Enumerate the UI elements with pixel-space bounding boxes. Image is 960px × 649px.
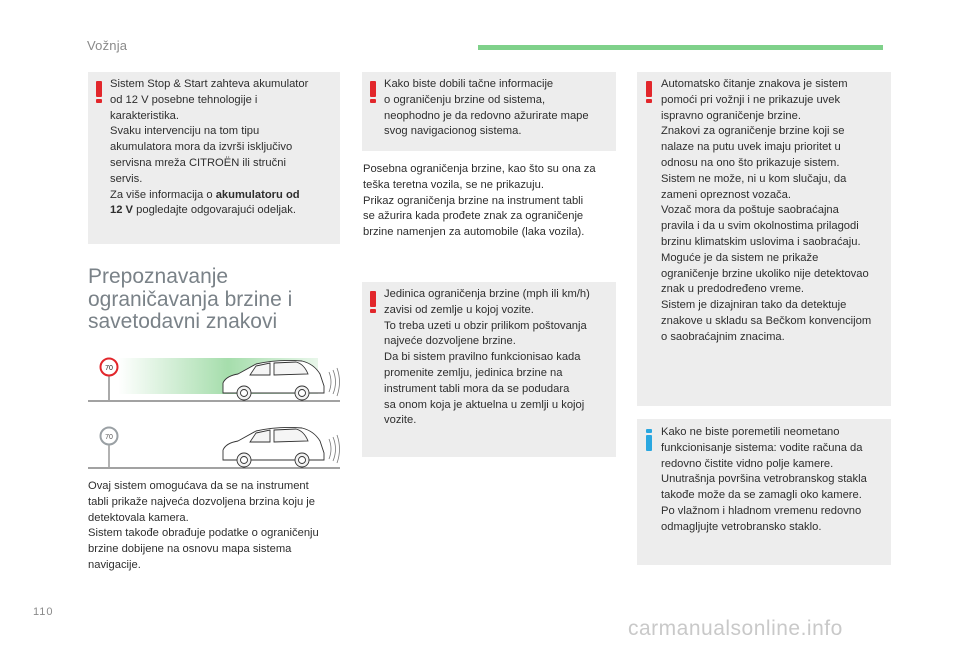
box-line: znakove u skladu sa Bečkom konvencijom: [661, 314, 872, 327]
warning-box-automatic-reading: [637, 72, 891, 406]
box-line: Znakovi za ograničenje brzine koji se: [661, 125, 845, 138]
warning-icon: [370, 291, 376, 313]
text-line: navigacije.: [88, 558, 141, 571]
text-line: Prikaz ograničenja brzine na instrument tabli: [363, 194, 584, 207]
section-title: Vožnja: [87, 38, 128, 53]
box-line: Unutrašnja površina vetrobranskog stakla: [661, 473, 867, 486]
section-heading-line: ograničavanja brzine i: [88, 287, 293, 311]
box-line: ograničenje brzine ukoliko nije detektovao: [661, 267, 869, 280]
section-heading-line: savetodavni znakovi: [88, 310, 278, 333]
box-line: promenite zemlju, jedinica brzine na: [384, 366, 563, 379]
warning-box-navigation: [362, 72, 616, 151]
illustration-speed-sign-active: [88, 350, 340, 402]
header-accent-bar: [478, 45, 883, 50]
box-line: neophodno je da redovno ažurirate mape: [384, 109, 589, 122]
warning-box-units: [362, 282, 616, 457]
box-line: redovno čistite vidno polje kamere.: [661, 457, 834, 470]
box-line: o ograničenju brzine od sistema,: [384, 93, 546, 106]
box-line: Jedinica ograničenja brzine (mph ili km/h): [384, 288, 590, 300]
box-line: znak u predodređeno vreme.: [661, 283, 805, 296]
box-line: sa onom koja je aktuelna u zemlji u kojoj: [384, 398, 585, 411]
box-line: o saobraćajnim znacima.: [661, 330, 785, 343]
box-line: karakteristika.: [110, 109, 180, 122]
box-line: servisna mreža CITROËN ili stručni: [110, 156, 286, 169]
box-line: Svaku intervenciju na tom tipu: [110, 125, 260, 138]
box-line: takođe može da se zamagli oko kamere.: [661, 489, 862, 502]
box-line: pomoći pri vožnji i ne prikazuje uvek: [661, 93, 841, 106]
system-description: [88, 479, 348, 574]
box-line: Kako ne biste poremetili neometano: [661, 426, 840, 438]
info-box-camera: [637, 419, 891, 565]
speed-sign-value: 70: [105, 434, 113, 441]
section-heading-line: Prepoznavanje: [88, 265, 229, 288]
box-line: odnosu na ono što prikazuje sistem.: [661, 156, 840, 169]
box-line: Kako biste dobili tačne informacije: [384, 78, 554, 90]
text-line: detektovala kamera.: [88, 511, 189, 524]
info-icon: [646, 429, 652, 451]
more-info-prefix: Za više informacija o: [110, 188, 216, 201]
box-line: pravila i da u svim okolnostima prilagodi: [661, 220, 859, 233]
box-line-more-info: [110, 203, 336, 219]
text-line: tabli prikaže najveća dozvoljena brzina koju je: [88, 495, 315, 508]
watermark: carmanualsonline.info: [628, 617, 843, 640]
box-line: To treba uzeti u obzir prilikom poštovanja: [384, 319, 587, 332]
more-info-suffix: pogledajte odgovarajući odeljak.: [133, 204, 296, 217]
box-line: instrument tabli mora da se podudara: [384, 382, 570, 395]
box-line: brzinu klimatskim uslovima i saobraćaju.: [661, 235, 861, 248]
box-line: Vozač mora da poštuje saobraćajna: [661, 204, 839, 217]
text-line: Sistem takođe obrađuje podatke o ograničenju: [88, 527, 319, 540]
battery-voltage-bold: 12 V: [110, 204, 134, 217]
text-line: Posebna ograničenja brzine, kao što su ona za: [363, 163, 596, 175]
box-line: ispravno ograničenje brzine.: [661, 109, 801, 122]
box-line: odmagljujte vetrobransko staklo.: [661, 520, 822, 533]
box-line: servis.: [110, 172, 143, 185]
warning-icon: [96, 81, 102, 103]
box-line: vozite.: [384, 414, 417, 427]
text-line: Ovaj sistem omogućava da se na instrument: [88, 480, 309, 492]
box-line: Automatsko čitanje znakova je sistem: [661, 78, 848, 90]
illustration-speed-sign-passed: [88, 417, 340, 469]
box-line: Po vlažnom i hladnom vremenu redovno: [661, 504, 862, 517]
box-line: Sistem je dizajniran tako da detektuje: [661, 299, 847, 312]
box-line: Sistem Stop & Start zahteva akumulator: [110, 78, 309, 90]
text-line: brzine namenjen za automobile (laka vozila).: [363, 226, 585, 239]
section-heading: [88, 266, 348, 334]
box-line: najveće dozvoljene brzine.: [384, 335, 516, 348]
box-line-more-info: [110, 188, 336, 204]
box-line: Da bi sistem pravilno funkcionisao kada: [384, 351, 581, 364]
battery-reference-bold: akumulatoru od: [215, 188, 300, 201]
box-line: zameni opreznost vozača.: [661, 188, 791, 201]
special-limits-text: [363, 162, 623, 241]
box-line: Sistem ne može, ni u kom slučaju, da: [661, 172, 847, 185]
page-number: 110: [33, 606, 54, 618]
speed-sign-value: 70: [105, 365, 113, 372]
text-line: teška teretna vozila, se ne prikazuju.: [363, 178, 544, 191]
box-line: zavisi od zemlje u kojoj vozite.: [384, 303, 534, 316]
box-line: nalaze na putu uvek imaju prioritet u: [661, 141, 841, 154]
box-line: svog navigacionog sistema.: [384, 125, 522, 138]
box-line: od 12 V posebne tehnologije i: [110, 93, 258, 106]
warning-icon: [370, 81, 376, 103]
warning-box-stop-start: [88, 72, 340, 244]
text-line: brzine dobijene na osnovu mapa sistema: [88, 543, 292, 556]
box-line: funkcionisanje sistema: vodite računa da: [661, 441, 863, 454]
box-line: Moguće je da sistem ne prikaže: [661, 251, 819, 264]
text-line: se ažurira kada prođete znak za ograničenje: [363, 210, 584, 223]
box-line: akumulatora mora da izvrši isključivo: [110, 141, 293, 154]
warning-icon: [646, 81, 652, 103]
